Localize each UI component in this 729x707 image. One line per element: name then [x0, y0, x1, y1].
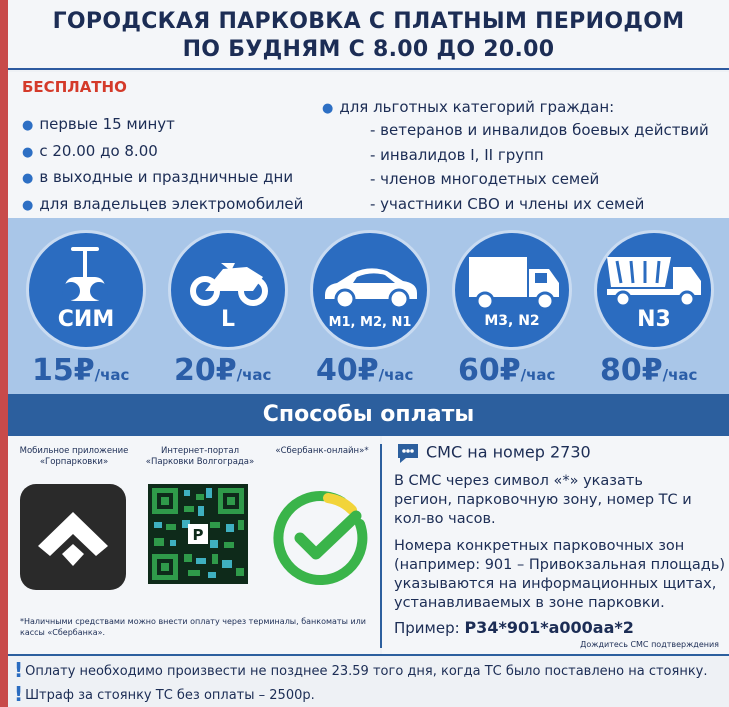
- category-item: - членов многодетных семей: [370, 170, 600, 188]
- free-item: ● первые 15 минут: [22, 115, 175, 133]
- bullet-icon: ●: [322, 101, 334, 116]
- sms-confirmation-note: Дождитесь СМС подтверждения: [580, 640, 719, 649]
- free-item: ● для владельцев электромобилей: [22, 194, 304, 213]
- price-dump-truck: 80₽/час: [600, 353, 698, 388]
- header-line-1: ГОРОДСКАЯ ПАРКОВКА С ПЛАТНЫМ ПЕРИОДОМ: [52, 9, 685, 34]
- category-item: - ветеранов и инвалидов боевых действий: [370, 121, 709, 139]
- poster-header: [8, 0, 729, 68]
- portal-qr-code[interactable]: [148, 484, 248, 584]
- sber-label: «Сбербанк-онлайн»*: [275, 446, 369, 456]
- price-truck: 60₽/час: [458, 353, 556, 388]
- fine-warning: ! Штраф за стоянку ТС без оплаты – 2500р.: [14, 682, 315, 706]
- price-car: 40₽/час: [316, 353, 414, 388]
- bullet-icon: ●: [22, 197, 34, 213]
- free-item: ● с 20.00 до 8.00: [22, 141, 158, 160]
- qr-letter: P: [192, 526, 204, 544]
- categories-heading: ● для льготных категорий граждан:: [322, 98, 615, 116]
- bullet-icon: ●: [22, 171, 34, 186]
- vehicle-circle-l: [168, 230, 288, 350]
- zone-instructions: Номера конкретных парковочных зон (например: 901 – Привокзальная площадь) указываются на информационных щитах, устанавливаемых в зоне парковки.: [394, 538, 726, 611]
- cash-payment-note: *Наличными средствами можно внести оплату через терминалы, банкоматы или кассы «Сбербанка».: [20, 617, 366, 637]
- footer-divider: [8, 654, 729, 656]
- vehicle-label: N3: [637, 307, 671, 332]
- category-item: - инвалидов I, II групп: [370, 145, 544, 164]
- exclamation-icon: !: [14, 682, 24, 706]
- vehicle-label: L: [220, 307, 236, 332]
- vehicle-label: M1, M2, N1: [328, 315, 412, 330]
- sms-example: Пример: Р34*901*а000аа*2: [394, 618, 634, 637]
- payment-methods-title: Способы оплаты: [262, 402, 475, 427]
- category-item: - участники СВО и члены их семей: [370, 194, 645, 213]
- portal-label: Интернет-портал «Парковки Волгограда»: [145, 446, 255, 467]
- vehicle-rates-section: [8, 218, 729, 394]
- bullet-icon: ●: [22, 144, 34, 160]
- payment-methods-band: [8, 394, 729, 436]
- payment-options-panel: [8, 436, 380, 654]
- free-conditions-list: [22, 112, 303, 218]
- free-parking-section: [8, 72, 729, 218]
- vehicle-circle-dump-truck: [594, 230, 714, 350]
- sms-instructions: В СМС через символ «*» указать регион, парковочную зону, номер ТС и кол-во часов.: [394, 473, 692, 527]
- exclamation-icon: !: [14, 658, 24, 682]
- app-chevron-icon: [20, 484, 126, 590]
- vehicle-circle-car: [310, 230, 430, 350]
- sms-payment-panel: [382, 436, 729, 654]
- price-sim: 15₽/час: [32, 353, 130, 388]
- vehicle-label: M3, N2: [484, 313, 540, 329]
- vehicle-circle-sim: [26, 230, 146, 350]
- truck-icon: [455, 233, 569, 347]
- free-item: ● в выходные и праздничные дни: [22, 168, 294, 186]
- free-title: БЕСПЛАТНО: [22, 78, 127, 96]
- qr-code-icon: [148, 484, 248, 584]
- payment-deadline-warning: ! Оплату необходимо произвести не позднее 23.59 того дня, когда ТС было поставлено на стоянку.: [14, 658, 708, 682]
- header-line-2: ПО БУДНЯМ С 8.00 ДО 20.00: [182, 37, 555, 62]
- categories-list: [370, 118, 709, 216]
- sberbank-check-icon: [270, 486, 374, 590]
- price-l: 20₽/час: [174, 353, 272, 388]
- gorparkovki-app-logo[interactable]: [20, 484, 126, 590]
- sms-bubble-icon: [396, 442, 420, 464]
- bullet-icon: ●: [22, 118, 34, 133]
- app-label: Мобильное приложение «Горпарковки»: [19, 446, 129, 467]
- vehicle-label: СИМ: [57, 307, 115, 332]
- sms-heading: СМС на номер 2730: [396, 442, 591, 464]
- sberbank-online-logo[interactable]: [270, 486, 374, 590]
- header-divider: [8, 68, 729, 70]
- vehicle-circle-truck: [452, 230, 572, 350]
